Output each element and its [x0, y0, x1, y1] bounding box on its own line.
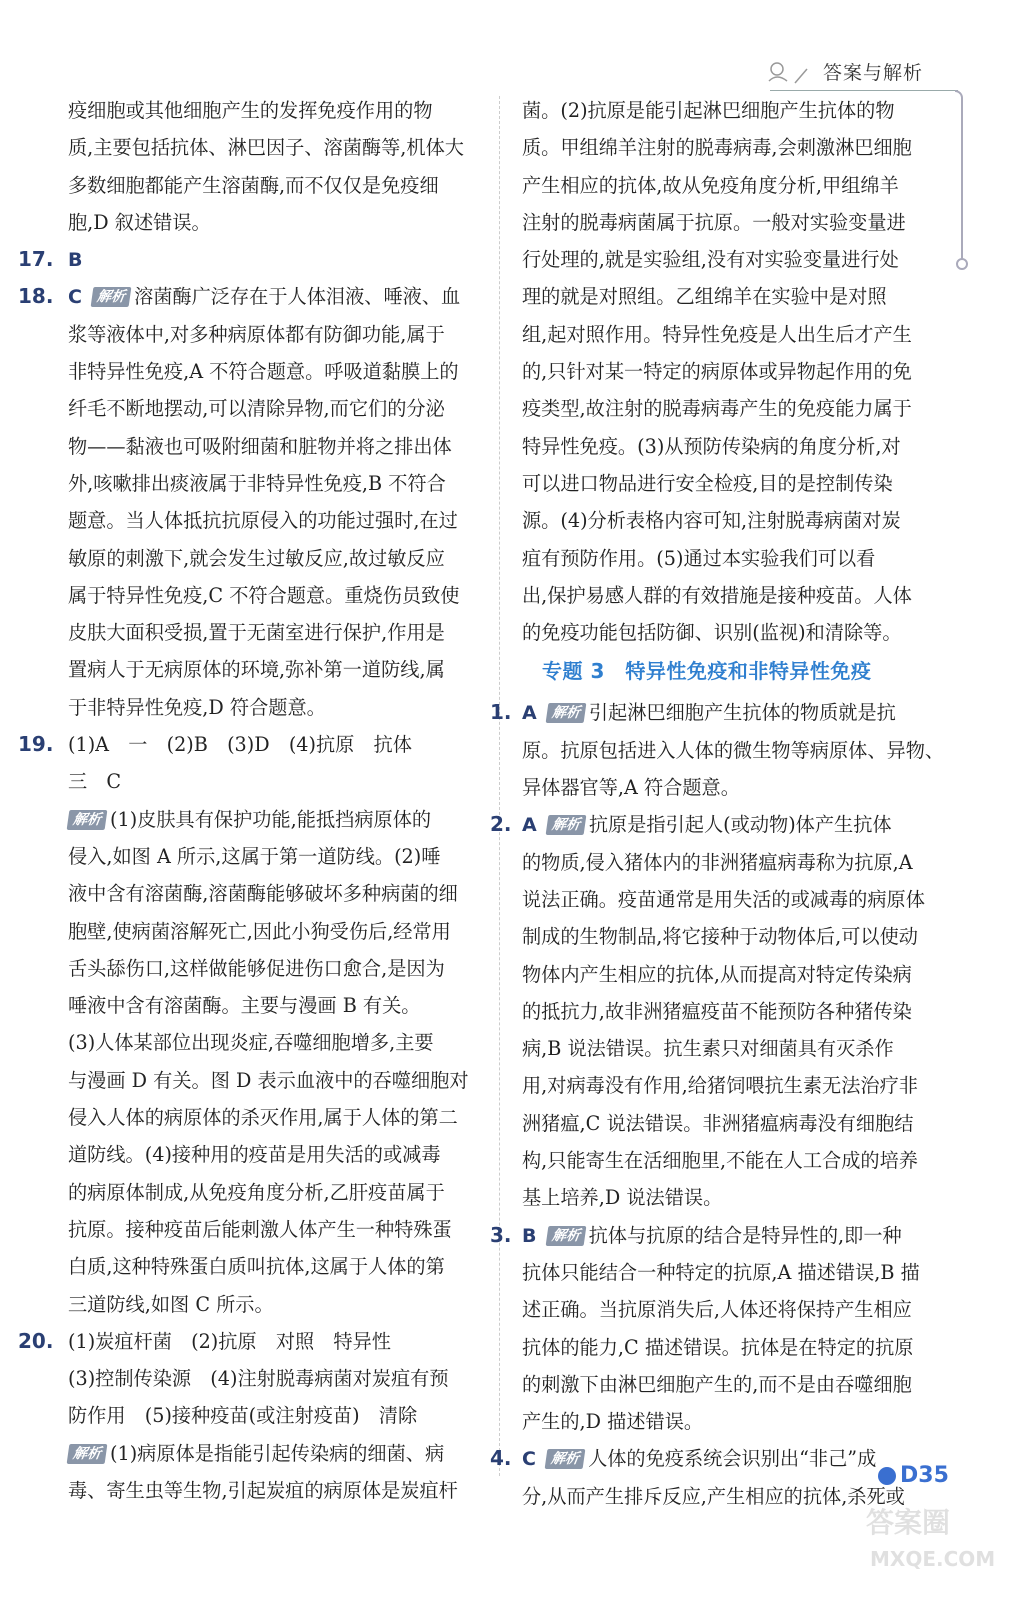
question-19 — [18, 726, 480, 763]
text-line: 基上培养,D 说法错误。 — [522, 1186, 723, 1210]
text-line: 非特异性免疫,A 不符合题意。呼吸道黏膜上的 — [68, 360, 459, 384]
question-number: 4. — [490, 1446, 512, 1471]
text-line: 物体内产生相应的抗体,从而提高对特定传染病 — [522, 962, 912, 986]
text-line: 唾液中含有溶菌酶。主要与漫画 B 有关。 — [68, 994, 421, 1018]
text-line: 特异性免疫。(3)从预防传染病的角度分析,对 — [522, 434, 901, 458]
text-line: 侵入,如图 A 所示,这属于第一道防线。(2)唾 — [68, 844, 441, 868]
answer-letter: B — [522, 1224, 537, 1247]
text-line: (1)皮肤具有保护功能,能抵挡病原体的 — [110, 807, 432, 831]
question-number: 17. — [18, 247, 54, 272]
text-line: (1)病原体是指能引起传染病的细菌、病 — [110, 1441, 445, 1465]
text-line: 侵入人体的病原体的杀灭作用,属于人体的第二 — [68, 1106, 458, 1130]
text-line: 述正确。当抗原消失后,人体还将保持产生相应 — [522, 1298, 912, 1322]
answer-letter: C — [522, 1448, 536, 1471]
text-line: 源。(4)分析表格内容可知,注射脱毒病菌对炭 — [522, 509, 901, 533]
svg-text:答案圈: 答案圈 — [866, 1506, 951, 1539]
page-number-dot-icon — [878, 1467, 896, 1485]
page-number: D35 — [900, 1463, 949, 1488]
text-line: 理的就是对照组。乙组绵羊在实验中是对照 — [522, 285, 887, 309]
text-line: 病,B 说法错误。抗生素只对细菌具有灭杀作 — [522, 1037, 894, 1061]
text-line: 抗体只能结合一种特定的抗原,A 描述错误,B 描 — [522, 1260, 920, 1284]
text-line: 构,只能寄生在活细胞里,不能在人工合成的培养 — [522, 1149, 918, 1173]
question-number: 20. — [18, 1328, 54, 1353]
analysis-line — [68, 1435, 480, 1472]
analysis-tag: 解析 — [91, 287, 132, 307]
text-line: 注射的脱毒病菌属于抗原。一般对实验变量进 — [522, 210, 906, 234]
text-line: 胞壁,使病菌溶解死亡,因此小狗受伤后,经常用 — [68, 919, 451, 943]
text-line: 产生相应的抗体,故从免疫角度分析,甲组绵羊 — [522, 173, 899, 197]
text-line: 疫类型,故注射的脱毒病毒产生的免疫能力属于 — [522, 397, 912, 421]
text-line: 可以进口物品进行安全检疫,目的是控制传染 — [522, 471, 893, 495]
text-line: 道防线。(4)接种用的疫苗是用失活的或减毒 — [68, 1143, 441, 1167]
text-line: 质。甲组绵羊注射的脱毒病毒,会刺激淋巴细胞 — [522, 136, 912, 160]
question-2 — [490, 806, 947, 843]
text-line: 洲猪瘟,C 说法错误。非洲猪瘟病毒没有细胞结 — [522, 1111, 914, 1135]
svg-text:MXQE.COM: MXQE.COM — [870, 1547, 996, 1571]
text-line: 于非特异性免疫,D 符合题意。 — [68, 695, 326, 719]
analysis-tag: 解析 — [67, 1444, 108, 1464]
text-line: 多数细胞都能产生溶菌酶,而不仅仅是免疫细 — [68, 173, 439, 197]
text-line: 原。抗原包括进入人体的微生物等病原体、异物、 — [522, 738, 945, 762]
text-line: 用,对病毒没有作用,给猪饲喂抗生素无法治疗非 — [522, 1074, 918, 1098]
header — [765, 58, 923, 85]
page-number-box — [878, 1463, 949, 1488]
text-line: (3)人体某部位出现炎症,吞噬细胞增多,主要 — [68, 1031, 434, 1055]
left-column — [18, 92, 480, 1509]
watermark-logo — [860, 1500, 1010, 1580]
text-line: 分,从而产生排斥反应,产生相应的抗体,杀死或 — [522, 1484, 905, 1508]
text-line: 说法正确。疫苗通常是用失活的或减毒的病原体 — [522, 887, 925, 911]
text-line: 属于特异性免疫,C 不符合题意。重烧伤员致使 — [68, 583, 460, 607]
answer-letter: B — [68, 249, 83, 272]
text-line: 出,保护易感人群的有效措施是接种疫苗。人体 — [522, 583, 912, 607]
text-line: 的病原体制成,从免疫角度分析,乙肝疫苗属于 — [68, 1180, 445, 1204]
text-line: 浆等液体中,对多种病原体都有防御功能,属于 — [68, 322, 445, 346]
text-line: 抗原是指引起人(或动物)体产生抗体 — [588, 813, 892, 837]
header-title: 答案与解析 — [822, 62, 923, 84]
header-rule — [770, 90, 958, 91]
text-line: 的抵抗力,故非洲猪瘟疫苗不能预防各种猪传染 — [522, 999, 912, 1023]
text-line: 组,起对照作用。特异性免疫是人出生后才产生 — [522, 322, 912, 346]
question-number: 18. — [18, 284, 54, 309]
text-line: 制成的生物制品,将它接种于动物体后,可以使动 — [522, 925, 918, 949]
answer-text: (3)控制传染源 (4)注射脱毒病菌对炭疽有预 — [68, 1367, 449, 1391]
text-line: 溶菌酶广泛存在于人体泪液、唾液、血 — [134, 285, 461, 309]
analysis-tag: 解析 — [545, 1449, 586, 1469]
text-line: 抗体的能力,C 描述错误。抗体是在特定的抗原 — [522, 1335, 914, 1359]
question-1 — [490, 694, 947, 731]
analysis-tag: 解析 — [545, 703, 586, 723]
text-line: 抗体与抗原的结合是特异性的,即一种 — [588, 1223, 902, 1247]
text-line: 疽有预防作用。(5)通过本实验我们可以看 — [522, 546, 876, 570]
answer-text: (1)炭疽杆菌 (2)抗原 对照 特异性 — [68, 1329, 391, 1353]
question-18 — [18, 278, 480, 315]
answer-letter: A — [522, 814, 537, 837]
answer-letter: C — [68, 286, 82, 309]
text-line: 三道防线,如图 C 所示。 — [68, 1292, 274, 1316]
answer-text: (1)A 一 (2)B (3)D (4)抗原 抗体 — [68, 733, 412, 757]
question-number: 3. — [490, 1222, 512, 1247]
text-line: 题意。当人体抵抗抗原侵入的功能过强时,在过 — [68, 509, 458, 533]
text-line: 皮肤大面积受损,置于无菌室进行保护,作用是 — [68, 621, 445, 645]
text-line: 置病人于无病原体的环境,弥补第一道防线,属 — [68, 658, 445, 682]
text-line: 异体器官等,A 符合题意。 — [522, 776, 740, 800]
text-line: 产生的,D 描述错误。 — [522, 1410, 704, 1434]
text-line: 毒、寄生虫等生物,引起炭疽的病原体是炭疽杆 — [68, 1478, 458, 1502]
column-divider — [499, 96, 500, 1476]
text-line: 疫细胞或其他细胞产生的发挥免疫作用的物 — [68, 99, 433, 122]
text-line: 的免疫功能包括防御、识别(监视)和清除等。 — [522, 621, 902, 645]
question-number: 19. — [18, 732, 54, 757]
text-line: 白质,这种特殊蛋白质叫抗体,这属于人体的第 — [68, 1255, 445, 1279]
text-line: 人体的免疫系统会识别出“非己”成 — [588, 1447, 877, 1471]
text-line: 菌。(2)抗原是能引起淋巴细胞产生抗体的物 — [522, 99, 895, 122]
right-column — [490, 92, 947, 1515]
side-bracket — [955, 90, 963, 262]
text-line: 行处理的,就是实验组,没有对实验变量进行处 — [522, 248, 899, 272]
text-line: 质,主要包括抗体、淋巴因子、溶菌酶等,机体大 — [68, 136, 464, 160]
answer-letter: A — [522, 702, 537, 725]
section-heading: 专题 3 特异性免疫和非特异性免疫 — [542, 659, 872, 684]
answer-text: 防作用 (5)接种疫苗(或注射疫苗) 清除 — [68, 1404, 418, 1428]
text-line: 胞,D 叙述错误。 — [68, 210, 211, 234]
question-number: 1. — [490, 700, 512, 725]
text-line: 外,咳嗽排出痰液属于非特异性免疫,B 不符合 — [68, 471, 446, 495]
text-line: 与漫画 D 有关。图 D 表示血液中的吞噬细胞对 — [68, 1068, 469, 1092]
text-line: 的,只针对某一特定的病原体或异物起作用的免 — [522, 360, 912, 384]
side-dot — [956, 258, 968, 270]
question-number: 2. — [490, 812, 512, 837]
text-line: 物——黏液也可吸附细菌和脏物并将之排出体 — [68, 434, 452, 458]
question-20 — [18, 1323, 480, 1360]
analysis-tag: 解析 — [545, 1226, 586, 1246]
analysis-line — [68, 801, 480, 838]
decorative-doodle-icon — [765, 59, 811, 85]
analysis-tag: 解析 — [67, 810, 108, 830]
text-line: 的刺激下由淋巴细胞产生的,而不是由吞噬细胞 — [522, 1372, 912, 1396]
answer-text: 三 C — [68, 770, 122, 794]
text-line: 引起淋巴细胞产生抗体的物质就是抗 — [588, 701, 896, 725]
text-line: 的物质,侵入猪体内的非洲猪瘟病毒称为抗原,A — [522, 850, 913, 874]
question-17 — [18, 241, 480, 278]
text-line: 液中含有溶菌酶,溶菌酶能够破坏多种病菌的细 — [68, 882, 458, 906]
text-line: 抗原。接种疫苗后能刺激人体产生一种特殊蛋 — [68, 1217, 452, 1241]
text-line: 敏原的刺激下,就会发生过敏反应,故过敏反应 — [68, 546, 445, 570]
text-line: 纤毛不断地摆动,可以清除异物,而它们的分泌 — [68, 397, 445, 421]
text-line: 舌头舔伤口,这样做能够促进伤口愈合,是因为 — [68, 956, 445, 980]
analysis-tag: 解析 — [545, 815, 586, 835]
question-3 — [490, 1217, 947, 1254]
